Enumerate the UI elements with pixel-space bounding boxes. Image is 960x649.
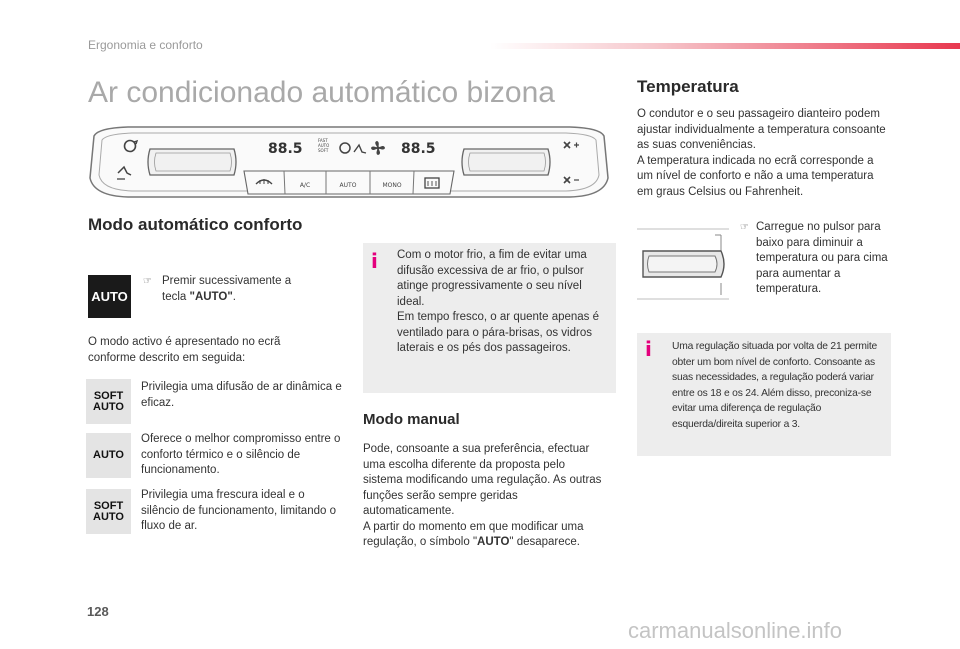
section-header: Ergonomia e conforto [88,38,203,52]
info-icon: i [371,249,378,273]
manual-mode-text-end: " desaparece. [509,536,580,548]
panel-drawing [88,122,610,202]
info-icon: i [645,337,652,361]
temperature-info-box [637,333,891,456]
mono-button-label: MONO [382,182,402,189]
soft-auto-badge-dynamic [86,379,131,424]
temperature-text: O condutor e o seu passageiro dianteiro podem ajustar individualmente a temperatura consoante as suas conveniências. A temperatura indicada no ecrã corresponde a um nível de conforto e não a uma temperatura em graus Celsius ou Fahrenheit. [637,108,886,198]
temperature-knob-illustration [637,227,729,301]
badge-line-soft: SOFT [93,389,124,402]
auto-comfort-heading: Modo automático conforto [88,215,303,234]
header-accent-bar [490,43,960,49]
badge-line-soft: SOFT [93,499,124,512]
badge-line-auto: AUTO [93,400,124,413]
manual-mode-auto-key: AUTO [477,536,510,548]
climate-control-panel-illustration [88,122,610,202]
mode-description-quiet: Privilegia uma frescura ideal e o silêncio de funcionamento, limitando o fluxo de ar. [141,489,336,532]
temperature-heading: Temperatura [637,77,739,96]
cold-engine-note-text: Com o motor frio, a fim de evitar uma difusão excessiva de ar frio, o pulsor atinge progressivamente o seu nível ideal. Em tempo fresco, o ar quente apenas é ventilado para o pára-brisas, os vidros laterais e os pés dos passageiros. [397,249,600,354]
mode-description-balanced: Oferece o melhor compromisso entre o conforto térmico e o silêncio de funcionamento. [141,433,341,476]
auto-key-icon: AUTO [88,275,131,318]
temperature-note-text: Uma regulação situada por volta de 21 permite obter um bom nível de conforto. Consoante as suas necessidades, a regulação poderá variar entre os 18 e os 24. Além disso, preconiza-se evitar uma diferença de regulação esquerda/direita superior a 3. [672,341,878,430]
right-temp-display: 88.5 [401,141,436,157]
left-temp-display: 88.5 [268,141,303,157]
auto-mode-intro: O modo activo é apresentado no ecrã conforme descrito em seguida: [88,336,281,364]
mode-description-dynamic: Privilegia uma difusão de ar dinâmica e eficaz. [141,381,342,409]
manual-mode-heading: Modo manual [363,411,460,428]
page-title: Ar condicionado automático bizona [88,76,555,109]
manual-mode-text [363,442,603,551]
auto-badge-balanced [86,433,131,478]
ac-button-label: A/C [299,182,311,189]
mode-label-auto: AUTO [318,143,330,148]
auto-instruction-key: "AUTO" [189,290,233,303]
knob-drawing [637,227,729,301]
auto-instruction-text: Premir sucessivamente a tecla [162,275,292,303]
badge-line-auto: AUTO [93,510,124,523]
mode-label-soft: SOFT [318,148,329,153]
auto-instruction-end: . [232,290,236,303]
page-number: 128 [87,604,109,619]
badge-line-auto: AUTO [93,449,124,461]
temperature-bullet-icon: ☞ [740,222,749,233]
mode-label-fast: FAST [318,138,328,143]
manual-mode-text-main: Pode, consoante a sua preferência, efectuar uma escolha diferente da proposta pelo sistema modificando uma regulação. As outras funções serão sempre geridas automaticamente. A partir do momento em que modificar uma regulação, o símbolo " [363,443,602,548]
soft-auto-badge-quiet [86,489,131,534]
cold-engine-info-box [363,243,616,393]
auto-button-label: AUTO [339,182,357,189]
instruction-bullet-icon: ☞ [143,276,152,287]
watermark: carmanualsonline.info [628,618,843,643]
auto-instruction [162,274,312,305]
temperature-instruction: Carregue no pulsor para baixo para diminuir a temperatura ou para cima para aumentar a temperatura. [756,221,888,295]
